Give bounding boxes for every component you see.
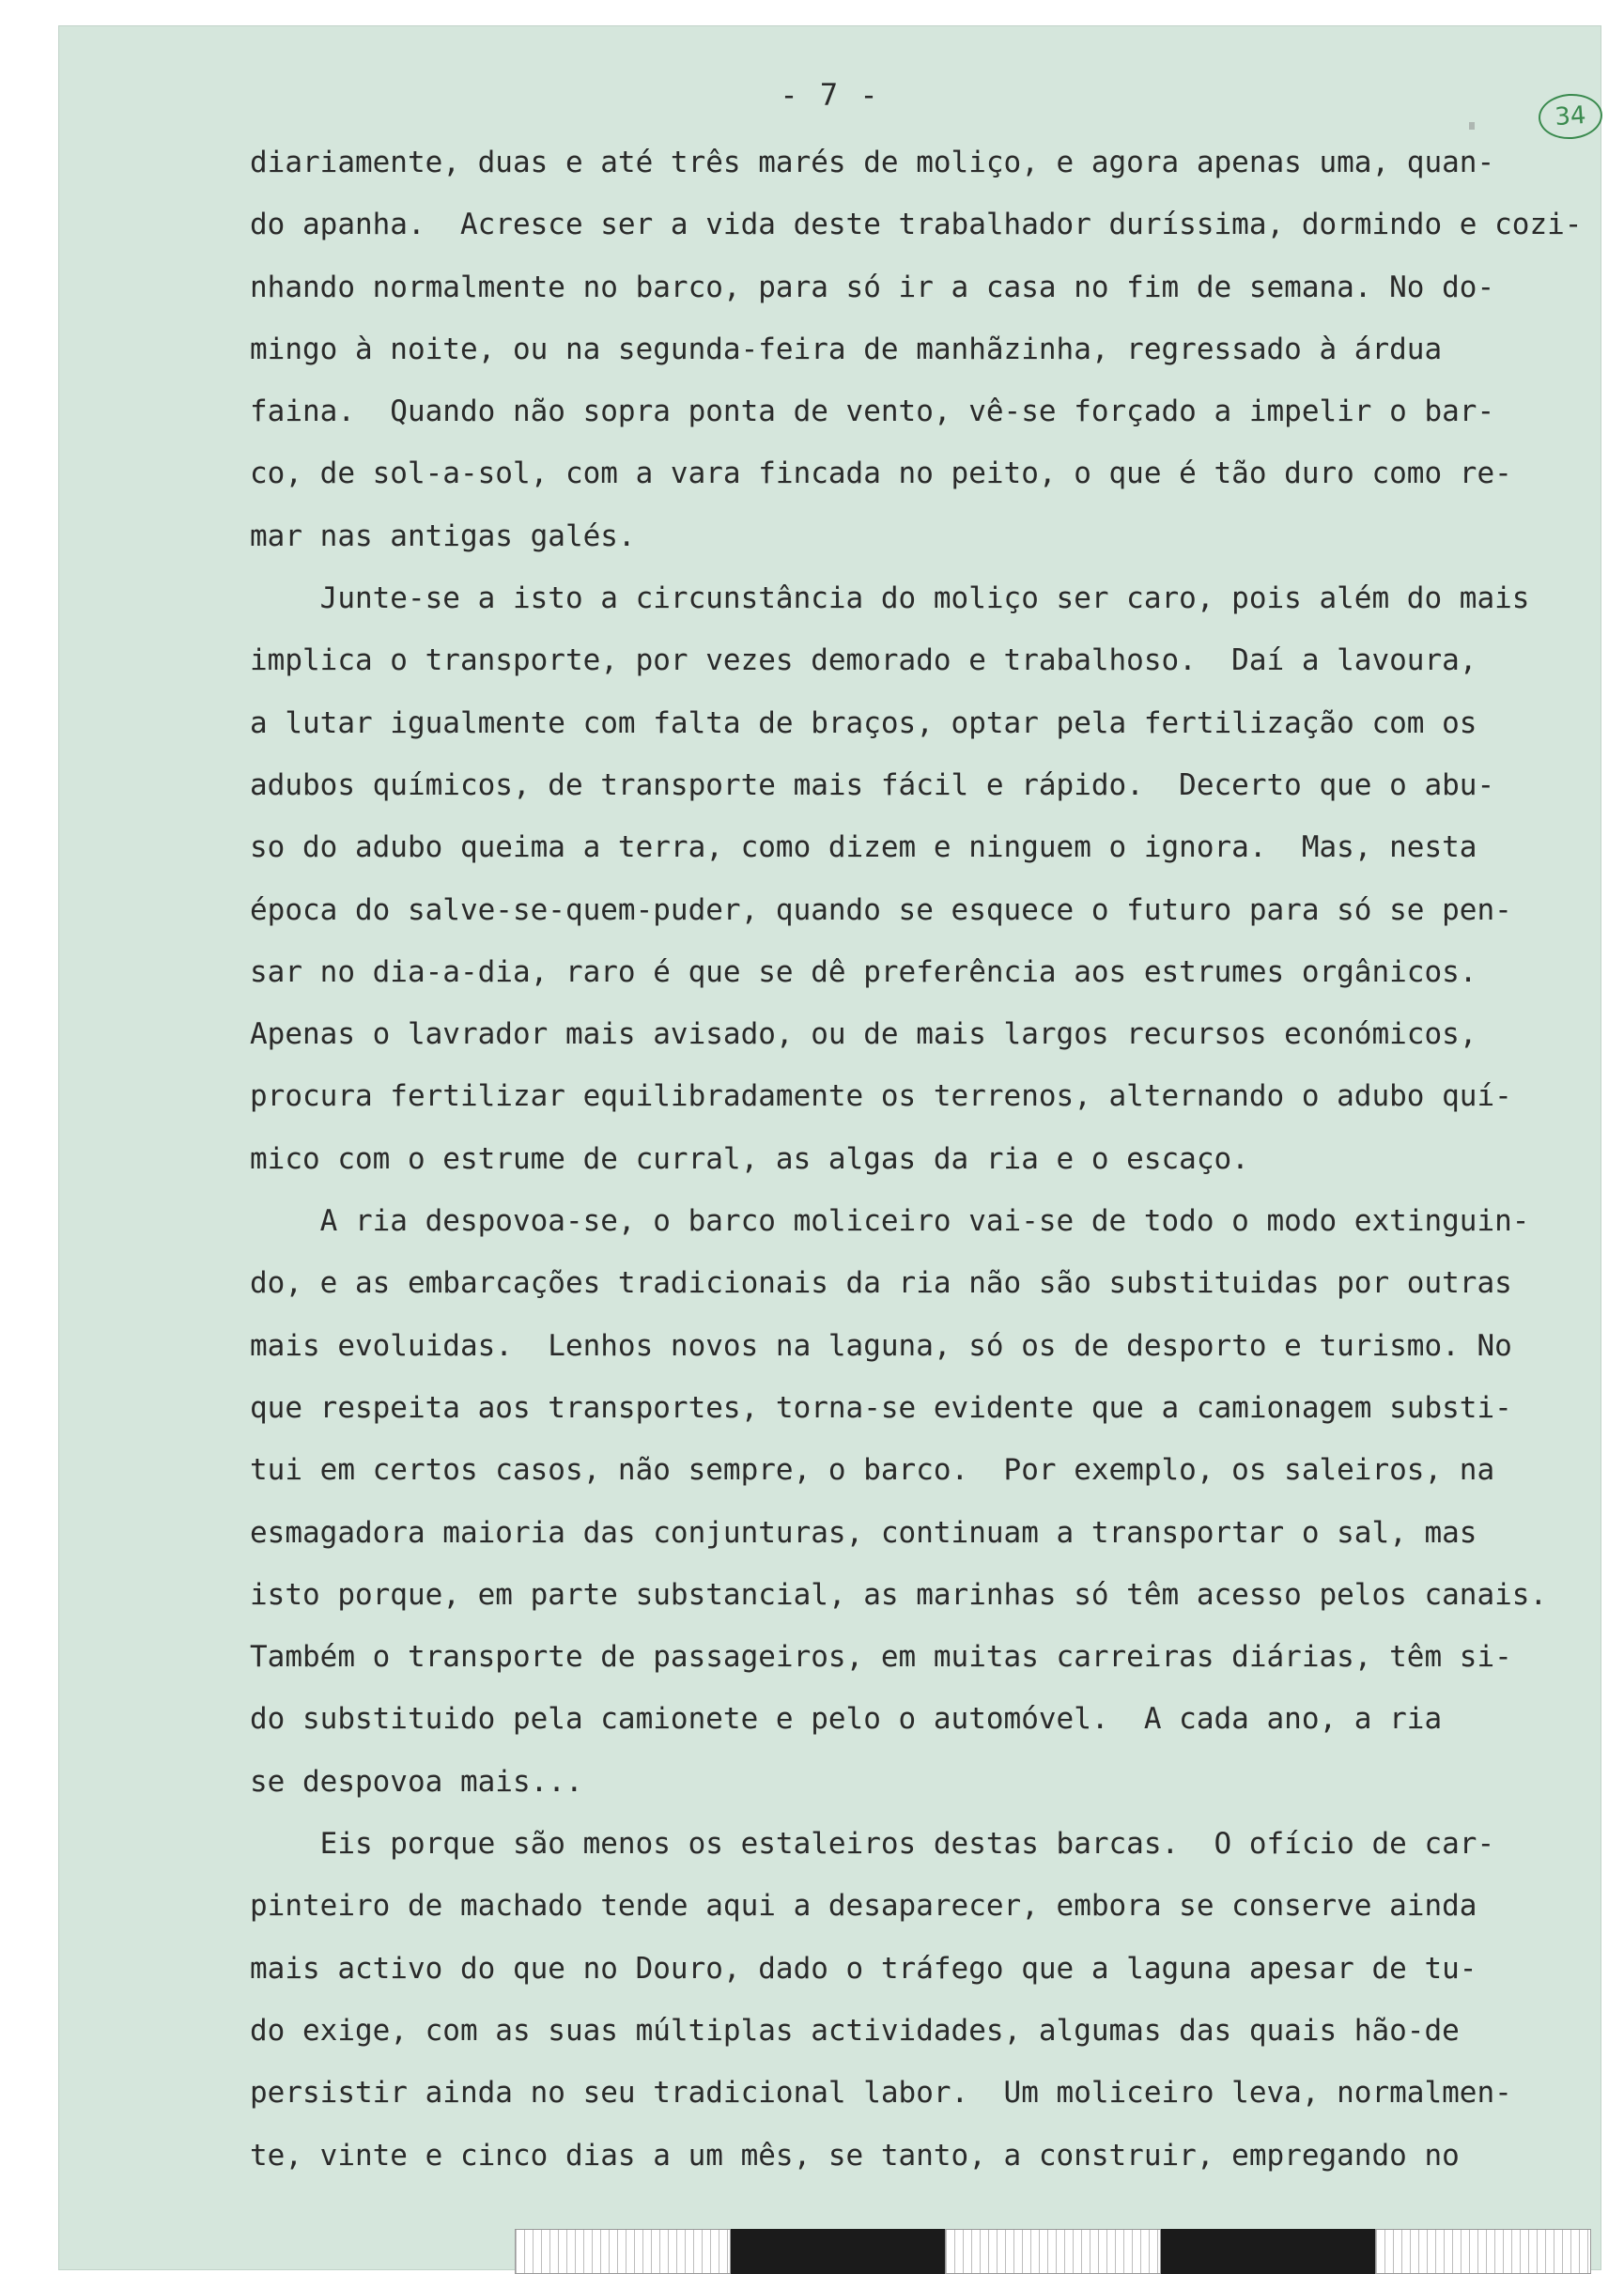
text-line: Também o transporte de passageiros, em muitas carreiras diárias, têm si-: [250, 1640, 1512, 1675]
text-line: mico com o estrume de curral, as algas da ria e o escaço.: [250, 1141, 1249, 1176]
text-line: que respeita aos transportes, torna-se evidente que a camionagem substi-: [250, 1390, 1512, 1425]
text-line: do, e as embarcações tradicionais da ria não são substituidas por outras: [250, 1266, 1512, 1301]
ruler-segment: [731, 2229, 945, 2274]
text-line: época do salve-se-quem-puder, quando se esquece o futuro para só se pen-: [250, 892, 1512, 927]
text-line: mar nas antigas galés.: [250, 518, 636, 553]
text-line: implica o transporte, por vezes demorado e trabalhoso. Daí a lavoura,: [250, 643, 1477, 678]
text-line: mais activo do que no Douro, dado o tráfego que a laguna apesar de tu-: [250, 1951, 1477, 1986]
text-line: adubos químicos, de transporte mais fácil e rápido. Decerto que o abu-: [250, 767, 1495, 802]
text-line: Junte-se a isto a circunstância do moliço ser caro, pois além do mais: [250, 581, 1530, 616]
page-number: - 7 -: [780, 77, 880, 113]
ruler-segment: [1375, 2229, 1591, 2274]
text-line: sar no dia-a-dia, raro é que se dê preferência aos estrumes orgânicos.: [250, 954, 1477, 989]
text-line: esmagadora maioria das conjunturas, continuam a transportar o sal, mas: [250, 1515, 1477, 1550]
text-line: nhando normalmente no barco, para só ir a casa no fim de semana. No do-: [250, 270, 1495, 304]
text-line: A ria despovoa-se, o barco moliceiro vai-se de todo o modo extinguin-: [250, 1204, 1530, 1239]
ruler-segment: [945, 2229, 1161, 2274]
text-line: se despovoa mais...: [250, 1764, 583, 1799]
text-line: pinteiro de machado tende aqui a desaparecer, embora se conserve ainda: [250, 1889, 1477, 1924]
text-line: persistir ainda no seu tradicional labor. Um moliceiro leva, normalmen-: [250, 2076, 1512, 2111]
scale-ruler: [515, 2229, 1591, 2274]
paper-mark: [1469, 122, 1475, 130]
ruler-segment: [1161, 2229, 1375, 2274]
body-text: [250, 131, 1584, 2187]
text-line: do exige, com as suas múltiplas actividades, algumas das quais hão-de: [250, 2013, 1460, 2048]
text-line: mingo à noite, ou na segunda-feira de manhãzinha, regressado à árdua: [250, 332, 1443, 366]
text-line: co, de sol-a-sol, com a vara fincada no peito, o que é tão duro como re-: [250, 456, 1512, 491]
text-line: Eis porque são menos os estaleiros destas barcas. O ofício de car-: [250, 1827, 1495, 1862]
text-line: tui em certos casos, não sempre, o barco. Por exemplo, os saleiros, na: [250, 1453, 1495, 1488]
text-line: do apanha. Acresce ser a vida deste trabalhador duríssima, dormindo e cozi-: [250, 208, 1583, 242]
text-line: te, vinte e cinco dias a um mês, se tanto, a construir, empregando no: [250, 2138, 1460, 2173]
text-line: diariamente, duas e até três marés de moliço, e agora apenas uma, quan-: [250, 146, 1495, 179]
text-line: so do adubo queima a terra, como dizem e ninguem o ignora. Mas, nesta: [250, 830, 1477, 865]
text-line: procura fertilizar equilibradamente os terrenos, alternando o adubo quí-: [250, 1079, 1512, 1114]
ruler-segment: [515, 2229, 731, 2274]
text-line: mais evoluidas. Lenhos novos na laguna, só os de desporto e turismo. No: [250, 1328, 1512, 1363]
text-line: isto porque, em parte substancial, as marinhas só têm acesso pelos canais.: [250, 1577, 1548, 1612]
text-line: faina. Quando não sopra ponta de vento, vê-se forçado a impelir o bar-: [250, 394, 1495, 429]
folio-number: 34: [1537, 92, 1603, 142]
text-line: a lutar igualmente com falta de braços, optar pela fertilização com os: [250, 705, 1477, 740]
text-line: Apenas o lavrador mais avisado, ou de mais largos recursos económicos,: [250, 1017, 1477, 1052]
text-line: do substituido pela camionete e pelo o automóvel. A cada ano, a ria: [250, 1702, 1443, 1737]
